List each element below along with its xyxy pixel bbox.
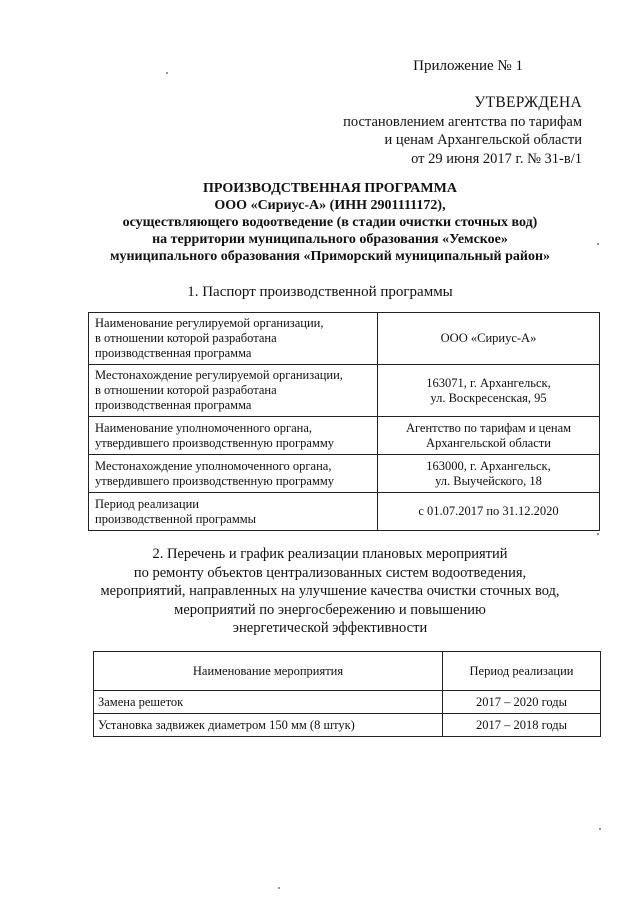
scan-speck [599, 828, 601, 830]
approval-line: и ценам Архангельской области [384, 132, 582, 148]
label-line: утвердившего производственную программу [95, 435, 335, 450]
value-line: Агентство по тарифам и ценам [405, 420, 572, 435]
section2-title [60, 545, 600, 638]
label-line: Местонахождение регулируемой организации, [95, 368, 343, 382]
measure-name: Замена решеток [94, 691, 443, 714]
approval-line: от 29 июня 2017 г. № 31-в/1 [411, 150, 582, 167]
passport-value [378, 455, 600, 493]
value-line: с 01.07.2017 по 31.12.2020 [418, 504, 559, 518]
section2-title-line: 2. Перечень и график реализации плановых мероприятий [152, 546, 508, 562]
passport-label [89, 417, 378, 455]
label-line: утвердившего производственную программу [95, 473, 335, 488]
passport-value [378, 365, 600, 417]
value-line: ООО «Сириус-А» [440, 331, 537, 345]
measure-period: 2017 – 2020 годы [443, 691, 601, 714]
label-line: производственная программа [95, 346, 252, 360]
value-line: 163000, г. Архангельск, [426, 458, 551, 473]
table-row [89, 455, 600, 493]
value-line: ул. Выучейского, 18 [435, 473, 542, 488]
table-header-row [94, 652, 601, 691]
table-row [89, 313, 600, 365]
label-line: Наименование регулируемой организации, [95, 316, 324, 330]
scan-speck [597, 243, 599, 245]
scan-speck [597, 533, 599, 535]
passport-value [378, 313, 600, 365]
section2-title-line: мероприятий по энергосбережению и повышению [174, 601, 486, 618]
program-title-line: осуществляющего водоотведение (в стадии очистки сточных вод) [122, 215, 538, 230]
program-title-line: муниципального образования «Приморский муниципальный район» [109, 249, 551, 264]
value-line: 163071, г. Архангельск, [426, 375, 551, 390]
section1-title: 1. Паспорт производственной программы [187, 284, 453, 300]
approval-block [282, 94, 582, 168]
table-row [89, 365, 600, 417]
value-line: ул. Воскресенская, 95 [430, 390, 547, 405]
section2-title-line: по ремонту объектов централизованных систем водоотведения, [133, 564, 527, 581]
passport-label [89, 493, 378, 531]
value-line: Архангельской области [426, 435, 551, 450]
measure-period: 2017 – 2018 годы [443, 714, 601, 737]
appendix-number: Приложение № 1 [413, 58, 523, 74]
label-line: Местонахождение уполномоченного органа, [95, 458, 332, 473]
approval-line: постановлением агентства по тарифам [343, 113, 582, 130]
label-line: Период реализации [95, 496, 199, 511]
table-row [89, 417, 600, 455]
label-line: в отношении которой разработана [95, 383, 277, 397]
measures-table [93, 651, 601, 737]
table-row [94, 691, 601, 714]
section2-title-line: мероприятий, направленных на улучшение качества очистки сточных вод, [100, 583, 560, 599]
column-header-period: Период реализации [443, 652, 601, 691]
passport-table [88, 312, 600, 531]
program-title-line: ПРОИЗВОДСТВЕННАЯ ПРОГРАММА [203, 181, 457, 196]
program-title-line: на территории муниципального образования «Уемское» [152, 232, 508, 247]
label-line: производственная программа [95, 398, 252, 412]
program-title [60, 180, 600, 265]
label-line: Наименование уполномоченного органа, [95, 420, 312, 435]
passport-label [89, 455, 378, 493]
program-title-line: ООО «Сириус-А» (ИНН 2901111172), [214, 198, 446, 213]
passport-value [378, 417, 600, 455]
measure-name: Установка задвижек диаметром 150 мм (8 штук) [94, 714, 443, 737]
passport-value [378, 493, 600, 531]
column-header-name: Наименование мероприятия [94, 652, 443, 691]
passport-label [89, 365, 378, 417]
scan-speck [166, 72, 168, 74]
passport-label [89, 313, 378, 365]
label-line: в отношении которой разработана [95, 331, 277, 345]
table-row [89, 493, 600, 531]
section2-title-line: энергетической эффективности [232, 620, 428, 636]
approval-title: УТВЕРЖДЕНА [474, 94, 582, 111]
scan-speck [278, 887, 280, 889]
label-line: производственной программы [95, 511, 257, 526]
table-row [94, 714, 601, 737]
